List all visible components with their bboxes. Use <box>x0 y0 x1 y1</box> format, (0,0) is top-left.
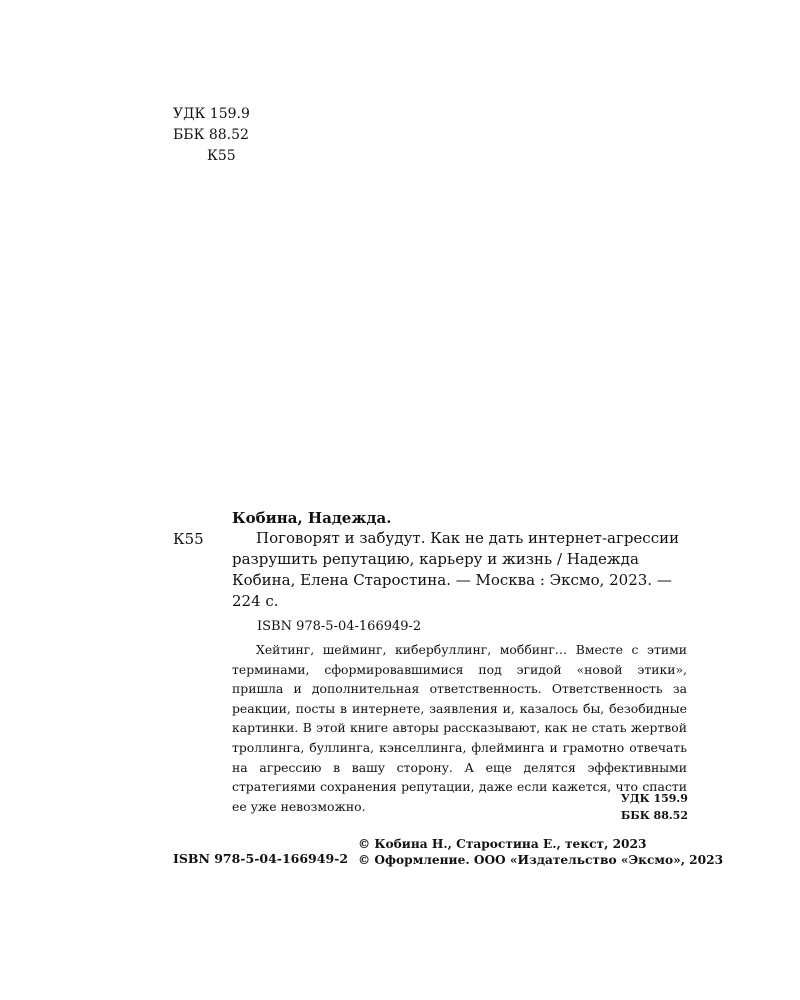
classification-block <box>173 104 250 167</box>
isbn: ISBN 978-5-04-166949-2 <box>257 619 422 634</box>
annotation <box>232 640 687 816</box>
footer-isbn: ISBN 978-5-04-166949-2 <box>173 851 349 866</box>
copyright-text: © Кобина Н., Старостина Е., текст, 2023 <box>358 837 647 851</box>
copyright-design: © Оформление. ООО «Издательство «Эксмо», 2023 <box>358 853 724 867</box>
description-text: Поговорят и забудут. Как не дать интернет-агрессии разрушить репутацию, карьеру и жизнь / Надежда Кобина, Елена Старостина. — Москва : Эксмо, 2023. — 224 с. <box>232 529 680 610</box>
record-author-mark: К55 <box>173 530 204 548</box>
copyright-block <box>358 836 723 868</box>
author-heading: Кобина, Надежда. <box>232 509 392 527</box>
author-mark: К55 <box>207 148 236 164</box>
annotation-codes <box>621 790 688 824</box>
annotation-udk: УДК 159.9 <box>620 792 688 805</box>
annotation-text: Хейтинг, шейминг, кибербуллинг, моббинг… Вместе с этими терминами, сформировавшимися под эгидой «новой этики», пришла и дополнительная ответственность. Ответственность за реакции, посты в интернете, заявления и, казалось бы, безобидные картинки. В этой книге авторы рассказывают, как не стать жертвой троллинга, буллинга, кэнселлинга, флейминга и грамотно отвечать на агрессию в вашу сторону. А еще делятся эффективными стратегиями сохранения репутации, даже если кажется, что спасти ее уже невозможно. <box>232 642 687 814</box>
bibliographic-description <box>232 528 687 612</box>
bbk-code: ББК 88.52 <box>173 127 249 143</box>
udk-code: УДК 159.9 <box>173 106 250 122</box>
annotation-bbk: ББК 88.52 <box>620 809 688 822</box>
